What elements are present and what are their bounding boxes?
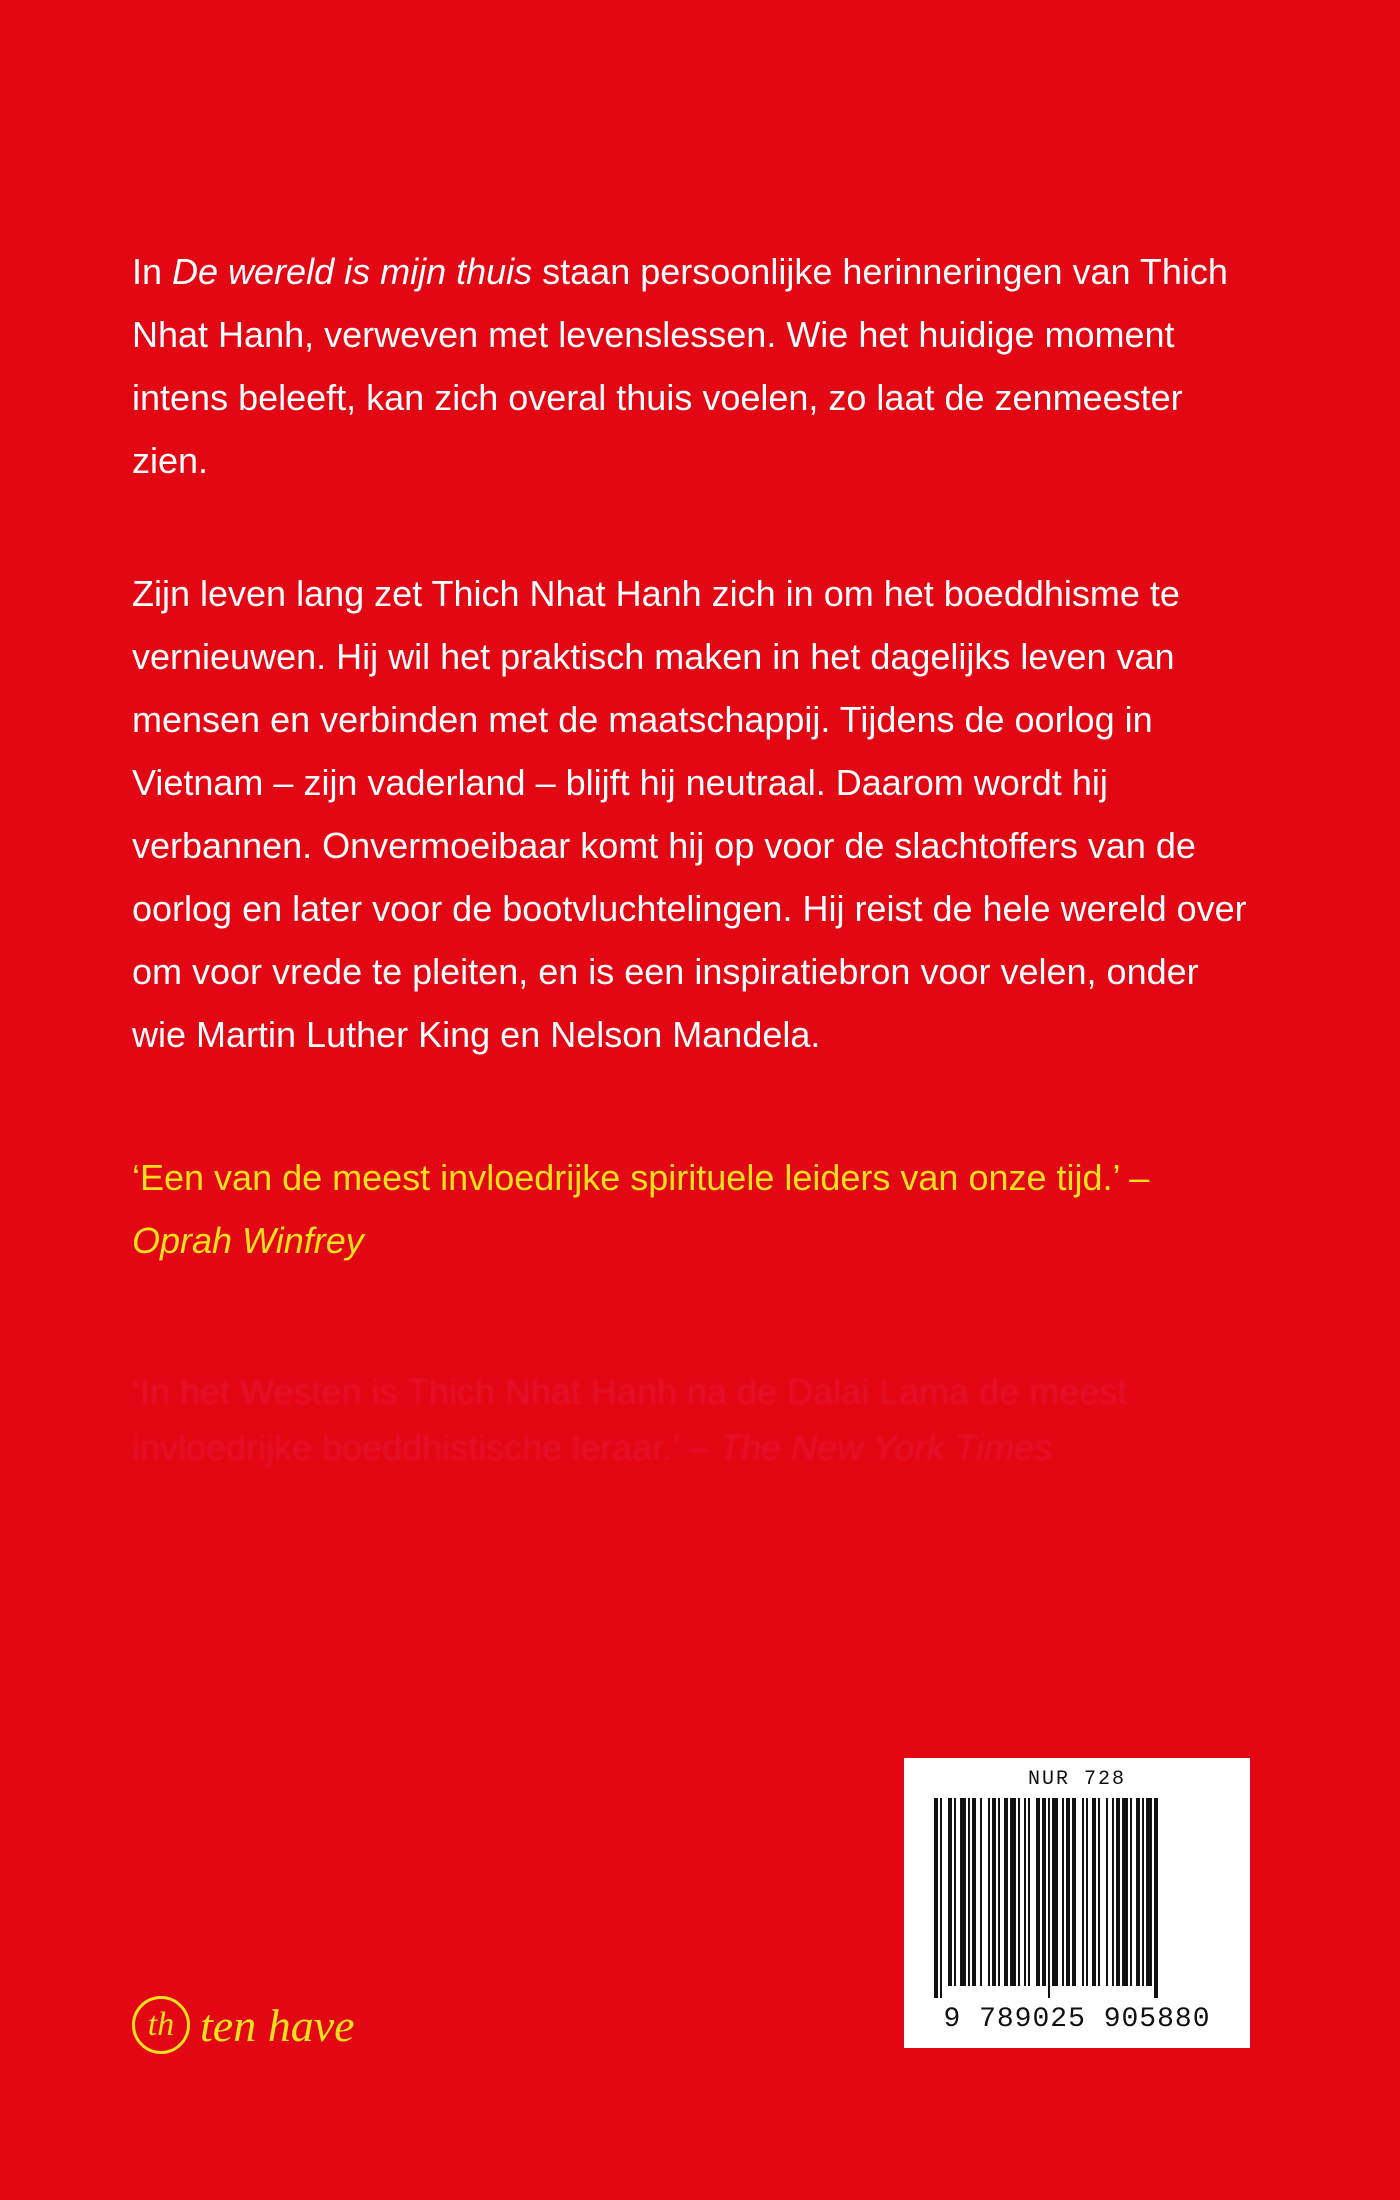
barcode-bar [1072, 1798, 1076, 1986]
barcode-bar [1052, 1798, 1058, 1986]
barcode-bar [1142, 1798, 1144, 1986]
barcode-bar [940, 1798, 942, 1998]
barcode-bar [948, 1798, 952, 1986]
barcode-bar [1066, 1798, 1070, 1986]
barcode-bar [1048, 1798, 1050, 1998]
barcode-bar [992, 1798, 996, 1986]
quote-attribution: Oprah Winfrey [132, 1220, 364, 1261]
barcode-bar [1092, 1798, 1096, 1986]
barcode-bar [1010, 1798, 1016, 1986]
barcode-bar [1036, 1798, 1040, 1986]
endorsement-quote [132, 1146, 1252, 1272]
barcode-bar [960, 1798, 966, 1986]
ean-number: 9 789025 905880 [943, 2004, 1211, 2035]
barcode-bar [1146, 1798, 1152, 1986]
barcode-bar [1024, 1798, 1026, 1986]
blurb-p1-after: staan persoonlijke herinneringen van Thich Nhat Hanh, verweven met levenslessen. Wie het huidige moment intens beleeft, kan zich overal thuis voelen, zo laat de zenmeester zien. [132, 251, 1228, 481]
barcode-bar [1082, 1798, 1084, 1986]
barcode-bar [1130, 1798, 1132, 1986]
faded-quote-text: ‘In het Westen is Thich Nhat Hanh na de Dalai Lama de meest invloedrijke boeddhistische leraar.’ – [132, 1371, 1128, 1468]
book-title-italic: De wereld is mijn thuis [172, 251, 533, 292]
faded-endorsement-quote [132, 1364, 1252, 1476]
barcode-bar [1098, 1798, 1100, 1986]
blurb-p1-before: In [132, 251, 173, 292]
barcode-bar [1028, 1798, 1030, 1986]
barcode-bar [968, 1798, 970, 1986]
barcode-bar [1018, 1798, 1020, 1986]
barcode-bar [954, 1798, 956, 1986]
barcode-bar [1122, 1798, 1128, 1986]
quote-text: ‘Een van de meest invloedrijke spirituele leiders van onze tijd.’ – [132, 1157, 1150, 1198]
barcode-bar [972, 1798, 976, 1986]
publisher-logo-mark: th [132, 1996, 190, 2054]
barcode-bar [988, 1798, 990, 1986]
barcode-bar [1062, 1798, 1064, 1986]
publisher-logo [132, 1996, 355, 2054]
nur-code: NUR 728 [1027, 1768, 1126, 1791]
barcode-bar [1042, 1798, 1046, 1986]
barcode-bar [1112, 1798, 1114, 1986]
barcode-bar [1154, 1798, 1158, 1998]
barcode-bar [1136, 1798, 1140, 1986]
faded-quote-attribution: The New York Times [719, 1427, 1053, 1468]
blurb-paragraph-2: Zijn leven lang zet Thich Nhat Hanh zich in om het boeddhisme te vernieuwen. Hij wil het praktisch maken in het dagelijks leven van mensen en verbinden met de maatschappij. Tijdens de oorlog in Vietnam – zijn vaderland – blijft hij neutraal. Daarom wordt hij verbannen. Onvermoeibaar komt hij op voor de slachtoffers van de oorlog en later voor de bootvluchtelingen. Hij reist de hele wereld over om voor vrede te pleiten, en is een inspiratiebron voor velen, onder wie Martin Luther King en Nelson Mandela. [132, 573, 1247, 1055]
barcode-bar [1116, 1798, 1120, 1986]
barcode-bars [934, 1798, 1220, 1998]
barcode-bar [998, 1798, 1000, 1986]
barcode-bar [934, 1798, 938, 1998]
barcode-bar [980, 1798, 982, 1986]
publisher-name: ten have [200, 1999, 355, 2051]
barcode-graphic [934, 1798, 1220, 1998]
barcode-bar [1004, 1798, 1008, 1986]
barcode-bar [1106, 1798, 1108, 1986]
blurb-paragraph-1 [132, 240, 1252, 492]
barcode-bar [1086, 1798, 1088, 1986]
isbn-barcode [904, 1758, 1250, 2048]
